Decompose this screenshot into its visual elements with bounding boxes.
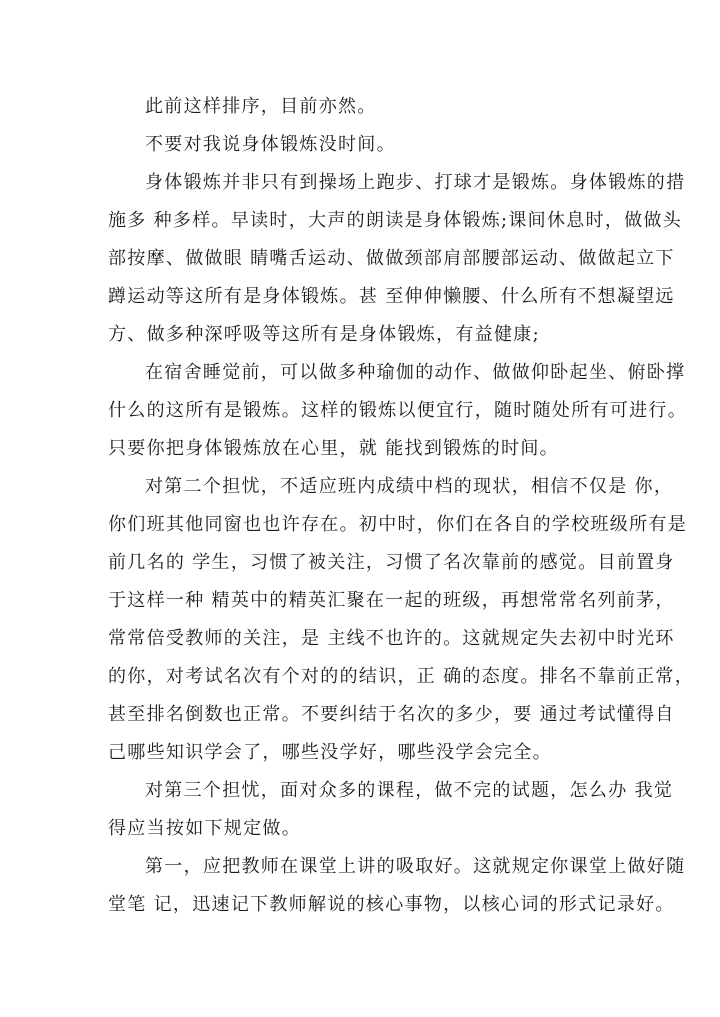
text-line: 蹲运动等这所有是身体锻炼。甚 至伸伸懒腰、什么所有不想凝望远: [108, 286, 675, 307]
text-line: 于这样一种 精英中的精英汇聚在一起的班级，再想常常名列前茅，: [108, 590, 675, 611]
text-line: 己哪些知识学会了，哪些没学好，哪些没学会完全。: [108, 742, 552, 763]
text-line: 只要你把身体锻炼放在心里，就 能找到锻炼的时间。: [108, 438, 559, 459]
text-line: 前几名的 学生，习惯了被关注，习惯了名次靠前的感觉。目前置身: [108, 552, 675, 573]
text-line: 身体锻炼并非只有到操场上跑步、打球才是锻炼。身体锻炼的措: [145, 172, 686, 193]
text-line: 对第二个担忧，不适应班内成绩中档的现状，相信不仅是 你，: [145, 476, 674, 497]
text-line: 施多 种多样。早读时，大声的朗读是身体锻炼;课间休息时，做做头: [108, 210, 683, 231]
text-line: 部按摩、做做眼 睛嘴舌运动、做做颈部肩部腰部运动、做做起立下: [108, 248, 675, 269]
text-line: 对第三个担忧，面对众多的课程，做不完的试题，怎么办 我觉: [145, 780, 674, 801]
text-line: 什么的这所有是锻炼。这样的锻炼以便宜行，随时随处所有可进行。: [108, 400, 687, 421]
text-line: 方、做多种深呼吸等这所有是身体锻炼，有益健康;: [108, 324, 540, 345]
text-line: 第一，应把教师在课堂上讲的吸取好。这就规定你课堂上做好随: [145, 856, 686, 877]
text-line: 此前这样排序，目前亦然。: [145, 96, 377, 117]
text-line: 常常倍受教师的关注，是 主线不也许的。这就规定失去初中时光环: [108, 628, 675, 649]
text-line: 的你，对考试名次有个对的的结识，正 确的态度。排名不靠前正常，: [108, 666, 695, 687]
text-line: 不要对我说身体锻炼没时间。: [145, 134, 396, 155]
text-line: 堂笔 记，迅速记下教师解说的核心事物，以核心词的形式记录好。: [108, 894, 675, 915]
text-line: 得应当按如下规定做。: [108, 818, 301, 839]
document-body: [108, 88, 695, 924]
text-line: 在宿舍睡觉前，可以做多种瑜伽的动作、做做仰卧起坐、俯卧撑: [145, 362, 686, 383]
text-line: 甚至排名倒数也正常。不要纠结于名次的多少，要 通过考试懂得自: [108, 704, 675, 725]
text-line: 你们班其他同窗也也许存在。初中时，你们在各自的学校班级所有是: [108, 514, 687, 535]
